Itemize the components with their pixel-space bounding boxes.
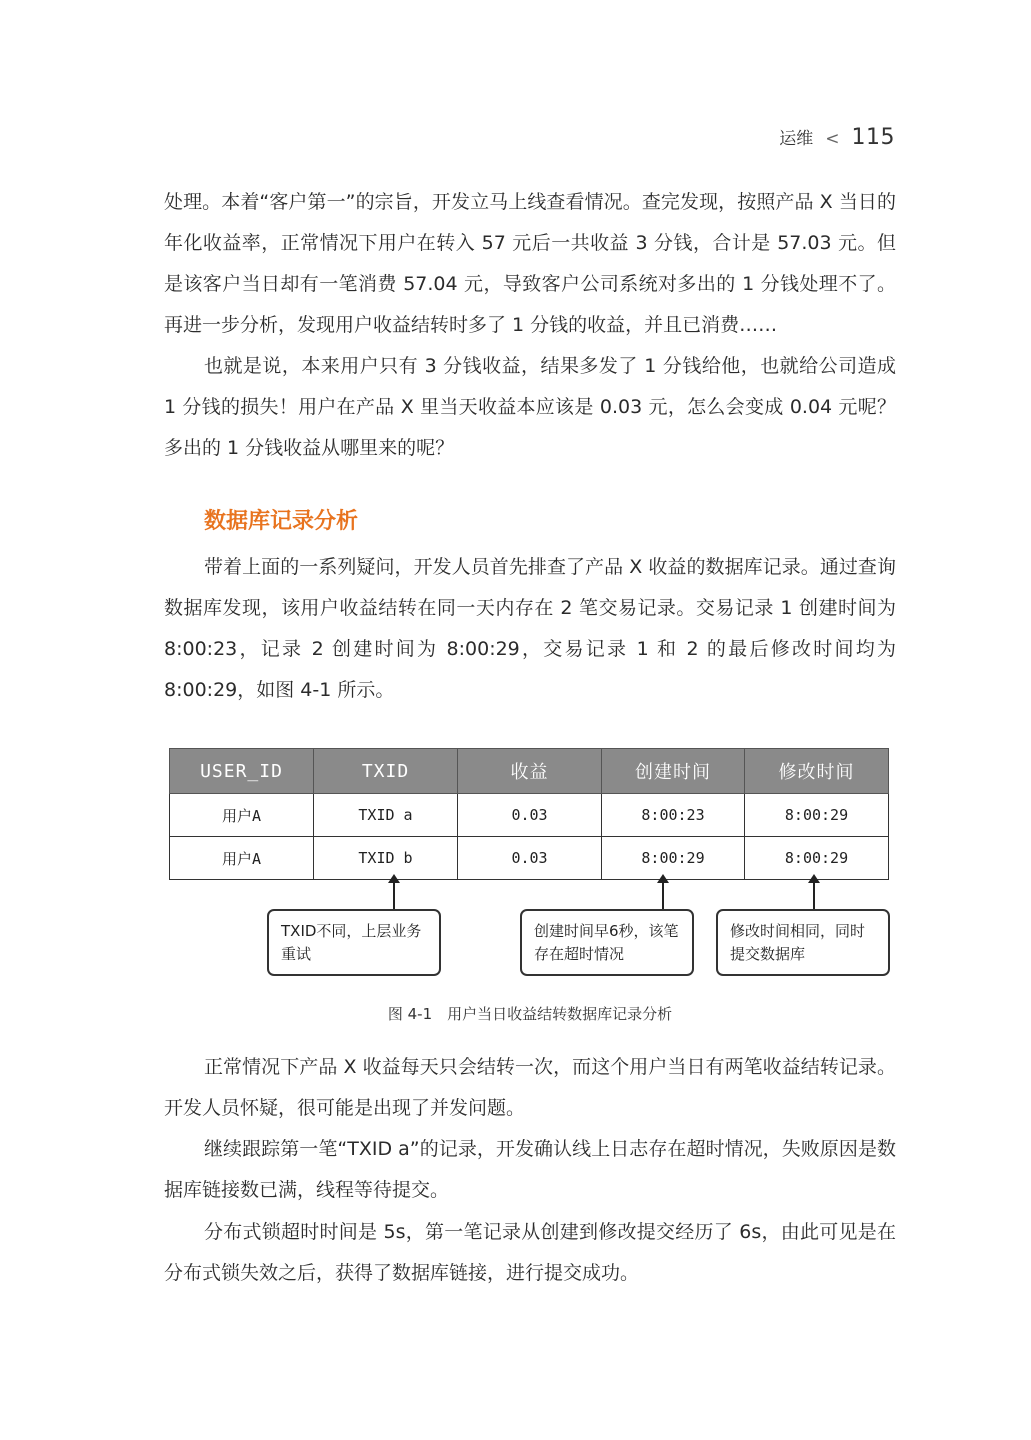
page-header [779,124,895,150]
table-cell: 用户A [170,794,314,837]
section-title: 数据库记录分析 [204,509,359,534]
table-cell: 用户A [170,837,314,880]
table-cell: 8:00:29 [745,794,889,837]
paragraph-lock: 分布式锁超时时间是 5s，第一笔记录从创建到修改提交经历了 6s，由此可见是在分布式锁失效之后，获得了数据库链接，进行提交成功。 [164,1221,896,1284]
table-cell: 8:00:23 [602,794,745,837]
table-cell: 0.03 [458,837,602,880]
table-cell: 0.03 [458,794,602,837]
table-cell: TXID a [314,794,458,837]
header-section: 运维 [779,129,814,149]
paragraph-timeout: 继续跟踪第一笔“TXID a”的记录，开发确认线上日志存在超时情况，失败原因是数据库链接数已满，线程等待提交。 [164,1138,896,1201]
paragraph-loss: 也就是说，本来用户只有 3 分钱收益，结果多发了 1 分钱给他，也就给公司造成 1 分钱的损失！用户在产品 X 里当天收益本应该是 0.03 元，怎么会变成 0.04 元呢？多出的 1 分钱收益从哪里来的呢？ [164,355,896,459]
table-row [170,794,889,837]
col-header: 创建时间 [602,749,745,794]
col-header: TXID [314,749,458,794]
paragraph-db-query: 带着上面的一系列疑问，开发人员首先排查了产品 X 收益的数据库记录。通过查询数据库发现，该用户收益结转在同一天内存在 2 笔交易记录。交易记录 1 创建时间为 8:00:23，记录 2 创建时间为 8:00:29，交易记录 1 和 2 的最后修改时间均为 8:00:29，如图 4-1 所示。 [164,556,896,701]
col-header: USER_ID [170,749,314,794]
paragraph-concurrency: 正常情况下产品 X 收益每天只会结转一次，而这个用户当日有两笔收益结转记录。开发人员怀疑，很可能是出现了并发问题。 [164,1056,896,1119]
note-modify-time: 修改时间相同，同时提交数据库 [716,909,890,976]
col-header: 修改时间 [745,749,889,794]
table-row [170,837,889,880]
arrow-up-icon [662,882,664,910]
db-record-table [169,748,889,880]
arrow-up-icon [813,882,815,910]
header-separator: < [825,129,840,149]
table-cell: 8:00:29 [745,837,889,880]
table-cell: TXID b [314,837,458,880]
col-header: 收益 [458,749,602,794]
table-header-row [170,749,889,794]
arrow-up-icon [393,882,395,910]
paragraph-continued: 处理。本着“客户第一”的宗旨，开发立马上线查看情况。查完发现，按照产品 X 当日的年化收益率，正常情况下用户在转入 57 元后一共收益 3 分钱，合计是 57.03 元。但是该客户当日却有一笔消费 57.04 元，导致客户公司系统对多出的 1 分钱处理不了。再进一步分析，发现用户收益结转时多了 1 分钱的收益，并且已消费…… [164,191,896,336]
page-number: 115 [851,125,895,150]
table-cell: 8:00:29 [602,837,745,880]
note-txid: TXID不同，上层业务重试 [267,909,441,976]
figure-caption: 图 4-1 用户当日收益结转数据库记录分析 [387,1005,673,1023]
note-create-time: 创建时间早6秒，该笔存在超时情况 [520,909,694,976]
